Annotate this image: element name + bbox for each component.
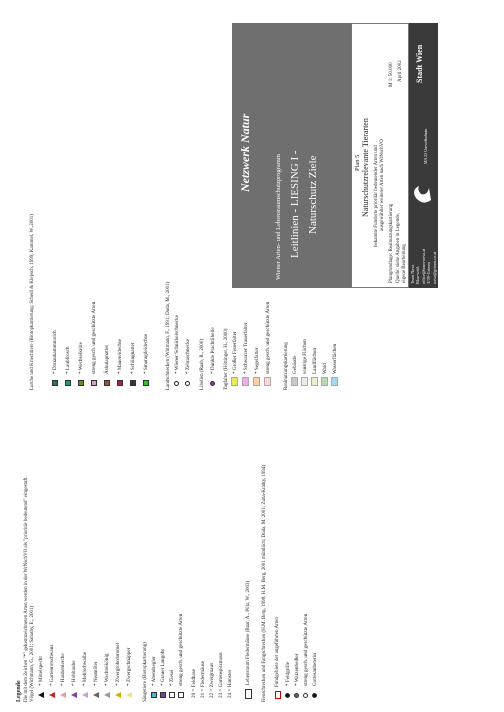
- legend-symbol-swatch: [321, 377, 328, 386]
- legend-symbol-swatch: [301, 377, 308, 386]
- title-panel: [232, 23, 438, 288]
- fleder-item: 20 = Feldhase: [191, 668, 197, 698]
- legend-symbol-swatch: [311, 377, 318, 386]
- main-title-1: Leitlinien - LIESING I -: [289, 150, 301, 258]
- city-logo: Stadt Wien: [415, 44, 424, 83]
- legend-symbol-square: [65, 380, 71, 386]
- lurche-header: Lurche und Kriechtiere (Biotopkartierung; Schedl & Klepsch, 1999; Kammel, W.,2001): [30, 214, 35, 390]
- legend-symbol-triangle: [115, 692, 121, 698]
- legend-label: * Mittelspecht: [38, 656, 44, 686]
- legend-label: * Ziesel: [169, 669, 175, 686]
- legend-symbol-swatch: [331, 377, 338, 386]
- fleder-item: 21 = Fledermäuse: [200, 660, 206, 698]
- fleder-item: 23 = Gartenspitzmaus: [218, 652, 224, 698]
- legend-symbol-square: [117, 380, 123, 386]
- legend-symbol-swatch: [242, 377, 249, 386]
- legend-label: * Haubenlerche: [60, 653, 66, 686]
- legend-symbol-square: [178, 692, 184, 698]
- legend-label: * Segelfalter: [254, 347, 260, 374]
- plan-number: Plan 5: [354, 154, 361, 171]
- legend-label: * Zwergrohrdommel: [115, 643, 121, 686]
- legend-label: streng gesch. und geschützte Arten: [178, 613, 184, 686]
- legend-label: * Schlingnatter: [130, 342, 136, 374]
- legend-label: * Abendsegler: [151, 656, 157, 686]
- plan-quelle: Quelle: siehe Angaben in Legende,: [396, 212, 401, 283]
- fleder-item: 24 = Hamster: [227, 669, 233, 698]
- plan-block: [351, 23, 409, 288]
- plan-scale: M 1: 50.000: [389, 62, 394, 87]
- legend-symbol-triangle: [49, 692, 55, 698]
- fleder-item: 22 = Zwergmaus: [209, 662, 215, 698]
- legend-label: Wald: [322, 363, 328, 374]
- legend-label: Wasserflächen: [332, 343, 338, 374]
- tagfalter-header: Tagfalter (Höttinger, H., 2000): [224, 328, 229, 390]
- plan-date: April 2002: [398, 60, 403, 82]
- legend-symbol-ring: [174, 381, 179, 386]
- legend-label: * Schwarzer Trauerfalter: [243, 322, 249, 374]
- legend-label: * Zebraschnecke: [185, 339, 191, 374]
- legend-symbol-triangle: [104, 692, 110, 698]
- legend-symbol-dot: [210, 381, 215, 386]
- real-header: Realnutzungskartierung: [284, 342, 289, 390]
- legend-label: * Donaukammmolch: [52, 330, 58, 374]
- legend-symbol-ring: [185, 381, 190, 386]
- legend-symbol-square: [52, 380, 58, 386]
- plan-grundlage: Plangrundlage: Realnutzungskartierung: [389, 203, 394, 283]
- voegel-header: Vögel (Wichmann, G., 2001; Sabathy, E., 2001): [30, 605, 35, 702]
- legend-label: * Zwergschnäpper: [126, 647, 132, 686]
- team-line: Team Nova: [410, 264, 415, 284]
- legend-label: * Wiener Schnirkelschnecke: [174, 314, 180, 374]
- legend-label: * Neuntöter: [93, 661, 99, 686]
- legend-label: * Mehlschwalbe: [82, 651, 88, 686]
- legend-label: sonstige Flächen: [302, 339, 308, 374]
- program-title: Wiener Arten- und Lebensraumschutzprogramm: [275, 154, 282, 280]
- plan-title: Naturschutzrelevante Tierarten: [361, 118, 370, 217]
- main-title-2: Naturschutz Ziele: [307, 155, 319, 234]
- legend-label: * Smaragdeidechse: [143, 333, 149, 374]
- plan-bearbeitung: eigene Bearbeitung: [402, 244, 407, 283]
- legend-label: * Wechselkröte: [78, 342, 84, 374]
- legend-symbol-dot: [312, 693, 317, 698]
- legend-label: * Feldgrille: [285, 661, 291, 686]
- schnecken-header: Landschnecken (Wittmann, F., 1991; Duda, M., 2001): [166, 281, 171, 390]
- legend-symbol-triangle: [126, 692, 132, 698]
- team-line: nova@grimm.co.at: [431, 251, 437, 284]
- legend-symbol-square: [151, 692, 157, 698]
- legend-label: * Hohltaube: [71, 660, 77, 686]
- credits-block: [409, 23, 438, 288]
- legend-symbol-triangle: [93, 692, 99, 698]
- title-block: [232, 23, 351, 288]
- plan-sub-1: bekannte Fundorte prioritär bedeutender Arten und: [374, 145, 379, 247]
- legend-symbol-dot: [285, 693, 290, 698]
- legend-label: * Wachtelkönig: [104, 653, 110, 686]
- plan-sub-2: ausgewählter weiterer Arten nach WrNschVO: [380, 139, 385, 231]
- heu-header: Heuschrecken und Fangschrecken (H.M. Berg, 1998; H.M. Berg, 2001 mündlich; Duda, M. 2001; Zuna-Kratky, 1994): [262, 464, 267, 702]
- legend-label: * Gartenrotschwanz: [49, 644, 55, 686]
- legend-label: Äskulapnatter: [104, 344, 110, 374]
- legend-label: streng gesch. und geschützte Arten: [91, 301, 97, 374]
- legend-symbol-triangle: [38, 692, 44, 698]
- legend-label: streng gesch. und geschützte Arten: [265, 301, 271, 374]
- legend-symbol-square: [104, 380, 110, 386]
- legend-label: Gottesanbeterin: [312, 653, 318, 686]
- legend-intro: Die mit dem Zeichen "*" gekennzeichneten Arten werden in der WrNschVO als "prioritär bedeutend" eingestuft.: [24, 476, 29, 702]
- legend-symbol-square: [78, 380, 84, 386]
- fundgebiete-swatch: [275, 691, 281, 699]
- legend-label: * Dunkle Prachtlibelle: [210, 327, 216, 374]
- saeuger-header: Säugetiere (Biotopkartierung): [143, 642, 148, 702]
- legend-label: * Großer Feuerfalter: [232, 331, 238, 374]
- legend-symbol-triangle: [60, 692, 66, 698]
- ma22-logo: [411, 170, 435, 210]
- legend-label: * Mauereidechse: [117, 338, 123, 374]
- fleder-header: Lebensraum Fledermäuse (Baar, A., Pölz, W., 2003): [246, 580, 251, 685]
- legend-symbol-swatch: [253, 377, 260, 386]
- team-line: office@team-nova.at: [420, 248, 426, 284]
- legend-label: Landflächen: [312, 348, 318, 374]
- ma22-logo-icon: [411, 170, 435, 210]
- legend-label: streng gesch. und geschützte Arten: [303, 613, 309, 686]
- legend-symbol-square: [160, 692, 166, 698]
- legend-symbol-swatch: [291, 377, 298, 386]
- legend-label: * Grauer Langohr: [160, 648, 166, 686]
- legend-title: Legende: [16, 680, 22, 702]
- libellen-header: Libellen (Raab, R., 2000): [200, 338, 205, 390]
- legend-label: * Warzenbeißer: [294, 653, 300, 686]
- legend-symbol-triangle: [71, 692, 77, 698]
- legend-symbol-dot: [303, 693, 308, 698]
- brand-title: Netzwerk Natur: [238, 113, 252, 192]
- legend-symbol-swatch: [264, 377, 271, 386]
- legend-symbol-dot: [294, 693, 299, 698]
- legend-label: Gebäude: [292, 355, 298, 374]
- legend-symbol-square: [130, 380, 136, 386]
- legend-symbol-triangle: [82, 692, 88, 698]
- team-line: Blau-weiß: [415, 266, 421, 284]
- legend-symbol-square: [169, 692, 175, 698]
- team-line: T/TF Grimm: [426, 262, 432, 284]
- legend-symbol-swatch: [231, 377, 238, 386]
- fleder-swatch: [245, 689, 252, 699]
- legend-label: * Laubfrosch: [65, 346, 71, 374]
- ma22-text: MA 22 Umweltschutz: [423, 128, 428, 164]
- fundgebiete-label: Fundgebiete der angeführten Arten: [275, 617, 280, 687]
- legend-symbol-square: [91, 380, 97, 386]
- legend-symbol-square: [143, 380, 149, 386]
